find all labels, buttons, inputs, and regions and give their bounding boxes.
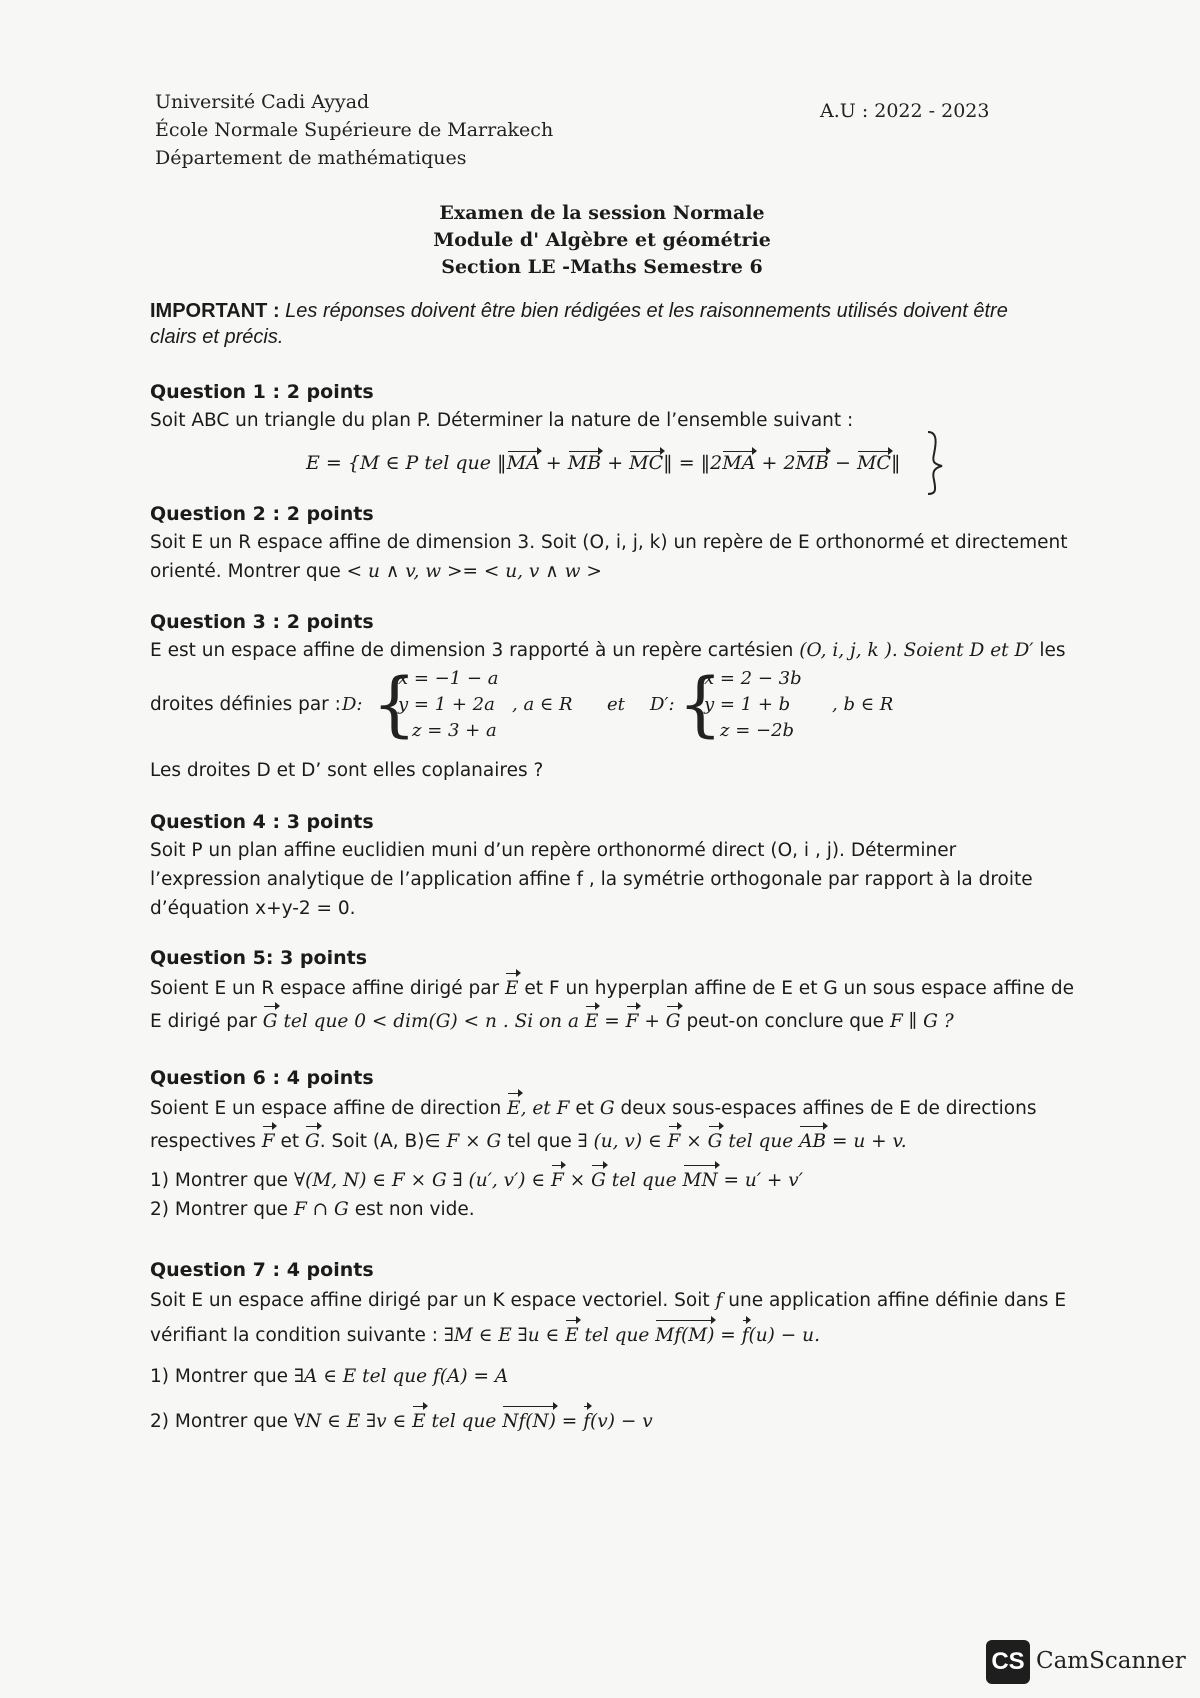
question-2: [150, 500, 1100, 586]
line-d-name: D:: [342, 694, 363, 715]
question-5: [150, 944, 1100, 1036]
question-5-line2: E dirigé par G tel que 0 < dim(G) < n . Si on a E = F + G peut-on conclure que F ∥ G ?: [150, 1007, 1100, 1036]
question-6-line1: Soient E un espace affine de direction E, et F et G deux sous-espaces affines de E de directions: [150, 1094, 1100, 1123]
question-2-title: Question 2 : 2 points: [150, 503, 374, 525]
question-3: [150, 608, 1100, 665]
institution-header: [155, 88, 553, 172]
important-label: IMPORTANT :: [150, 300, 280, 322]
question-3-question: Les droites D et D’ sont elles coplanaires ?: [150, 760, 544, 781]
question-4: [150, 808, 1100, 923]
important-text: Les réponses doivent être bien rédigées et les raisonnements utilisés doivent être clairs et précis.: [150, 300, 1008, 348]
question-6-sub1: 1) Montrer que ∀(M, N) ∈ F × G ∃ (u′, v′) ∈ F × G tel que MN = u′ + v′: [150, 1166, 1100, 1195]
academic-year: A.U : 2022 - 2023: [820, 100, 990, 122]
exam-session-title: Examen de la session Normale: [439, 202, 765, 224]
question-7: [150, 1256, 1100, 1436]
question-4-line2: l’expression analytique de l’application affine f , la symétrie orthogonale par rapport à la droite: [150, 869, 1033, 890]
line-dp-brace: {: [678, 663, 723, 745]
question-7-line2: vérifiant la condition suivante : ∃M ∈ E ∃u ∈ E tel que Mf(M) = f(u) − u.: [150, 1321, 1100, 1350]
department-name: Département de mathématiques: [155, 147, 467, 169]
line-d-brace: {: [372, 663, 417, 745]
section-title: Section LE -Maths Semestre 6: [441, 256, 763, 278]
camscanner-logo: CS: [986, 1640, 1030, 1684]
question-2-line2: orienté. Montrer que < u ∧ v, w >= < u, v ∧ w >: [150, 561, 602, 582]
school-name: École Normale Supérieure de Marrakech: [155, 119, 554, 141]
question-7-line1: Soit E un espace affine dirigé par un K espace vectoriel. Soit f une application affine définie dans E: [150, 1290, 1067, 1311]
question-4-line3: d’équation x+y-2 = 0.: [150, 898, 356, 919]
university-name: Université Cadi Ayyad: [155, 91, 370, 113]
question-2-line1: Soit E un R espace affine de dimension 3. Soit (O, i, j, k) un repère de E orthonormé et directement: [150, 532, 1068, 553]
exam-title-block: [0, 200, 1200, 281]
question-6-line2: respectives F et G. Soit (A, B)∈ F × G tel que ∃ (u, v) ∈ F × G tel que AB = u + v.: [150, 1127, 1100, 1156]
question-5-title: Question 5: 3 points: [150, 947, 368, 969]
line-d-param: , a ∈ R: [512, 694, 573, 715]
question-1: [150, 378, 1100, 435]
important-notice: [150, 298, 1050, 350]
line-dp-param: , b ∈ R: [832, 694, 894, 715]
module-title: Module d' Algèbre et géométrie: [433, 229, 771, 251]
et-word: et: [607, 694, 625, 715]
question-3-line1: E est un espace affine de dimension 3 rapporté à un repère cartésien (O, i, j, k ). Soient D et D′ les: [150, 640, 1066, 661]
question-3-droites-label: droites définies par :: [150, 694, 341, 715]
camscanner-watermark: CamScanner: [1036, 1648, 1186, 1674]
question-6-title: Question 6 : 4 points: [150, 1067, 374, 1089]
question-3-title: Question 3 : 2 points: [150, 611, 374, 633]
question-1-text: Soit ABC un triangle du plan P. Déterminer la nature de l’ensemble suivant :: [150, 410, 854, 431]
question-7-title: Question 7 : 4 points: [150, 1259, 374, 1281]
question-6: [150, 1064, 1100, 1224]
question-7-sub1: 1) Montrer que ∃A ∈ E tel que f(A) = A: [150, 1366, 509, 1387]
line-dp-name: D′:: [650, 694, 675, 715]
hand-drawn-brace: [922, 428, 950, 498]
question-6-sub2: 2) Montrer que F ∩ G est non vide.: [150, 1199, 475, 1220]
question-5-line1: Soient E un R espace affine dirigé par E et F un hyperplan affine de E et G un sous espace affine de: [150, 974, 1100, 1003]
question-7-sub2: 2) Montrer que ∀N ∈ E ∃v ∈ E tel que Nf(N) = f(v) − v: [150, 1407, 1100, 1436]
question-1-formula: E = {M ∈ P tel que ‖MA + MB + MC‖ = ‖2MA + 2MB − MC‖: [306, 452, 901, 474]
line-dp-system: x = 2 − 3b y = 1 + b z = −2b: [704, 668, 802, 741]
question-4-line1: Soit P un plan affine euclidien muni d’un repère orthonormé direct (O, i , j). Déterminer: [150, 840, 957, 861]
question-4-title: Question 4 : 3 points: [150, 811, 374, 833]
question-1-title: Question 1 : 2 points: [150, 381, 374, 403]
line-d-system: x = −1 − a y = 1 + 2a z = 3 + a: [398, 668, 499, 741]
